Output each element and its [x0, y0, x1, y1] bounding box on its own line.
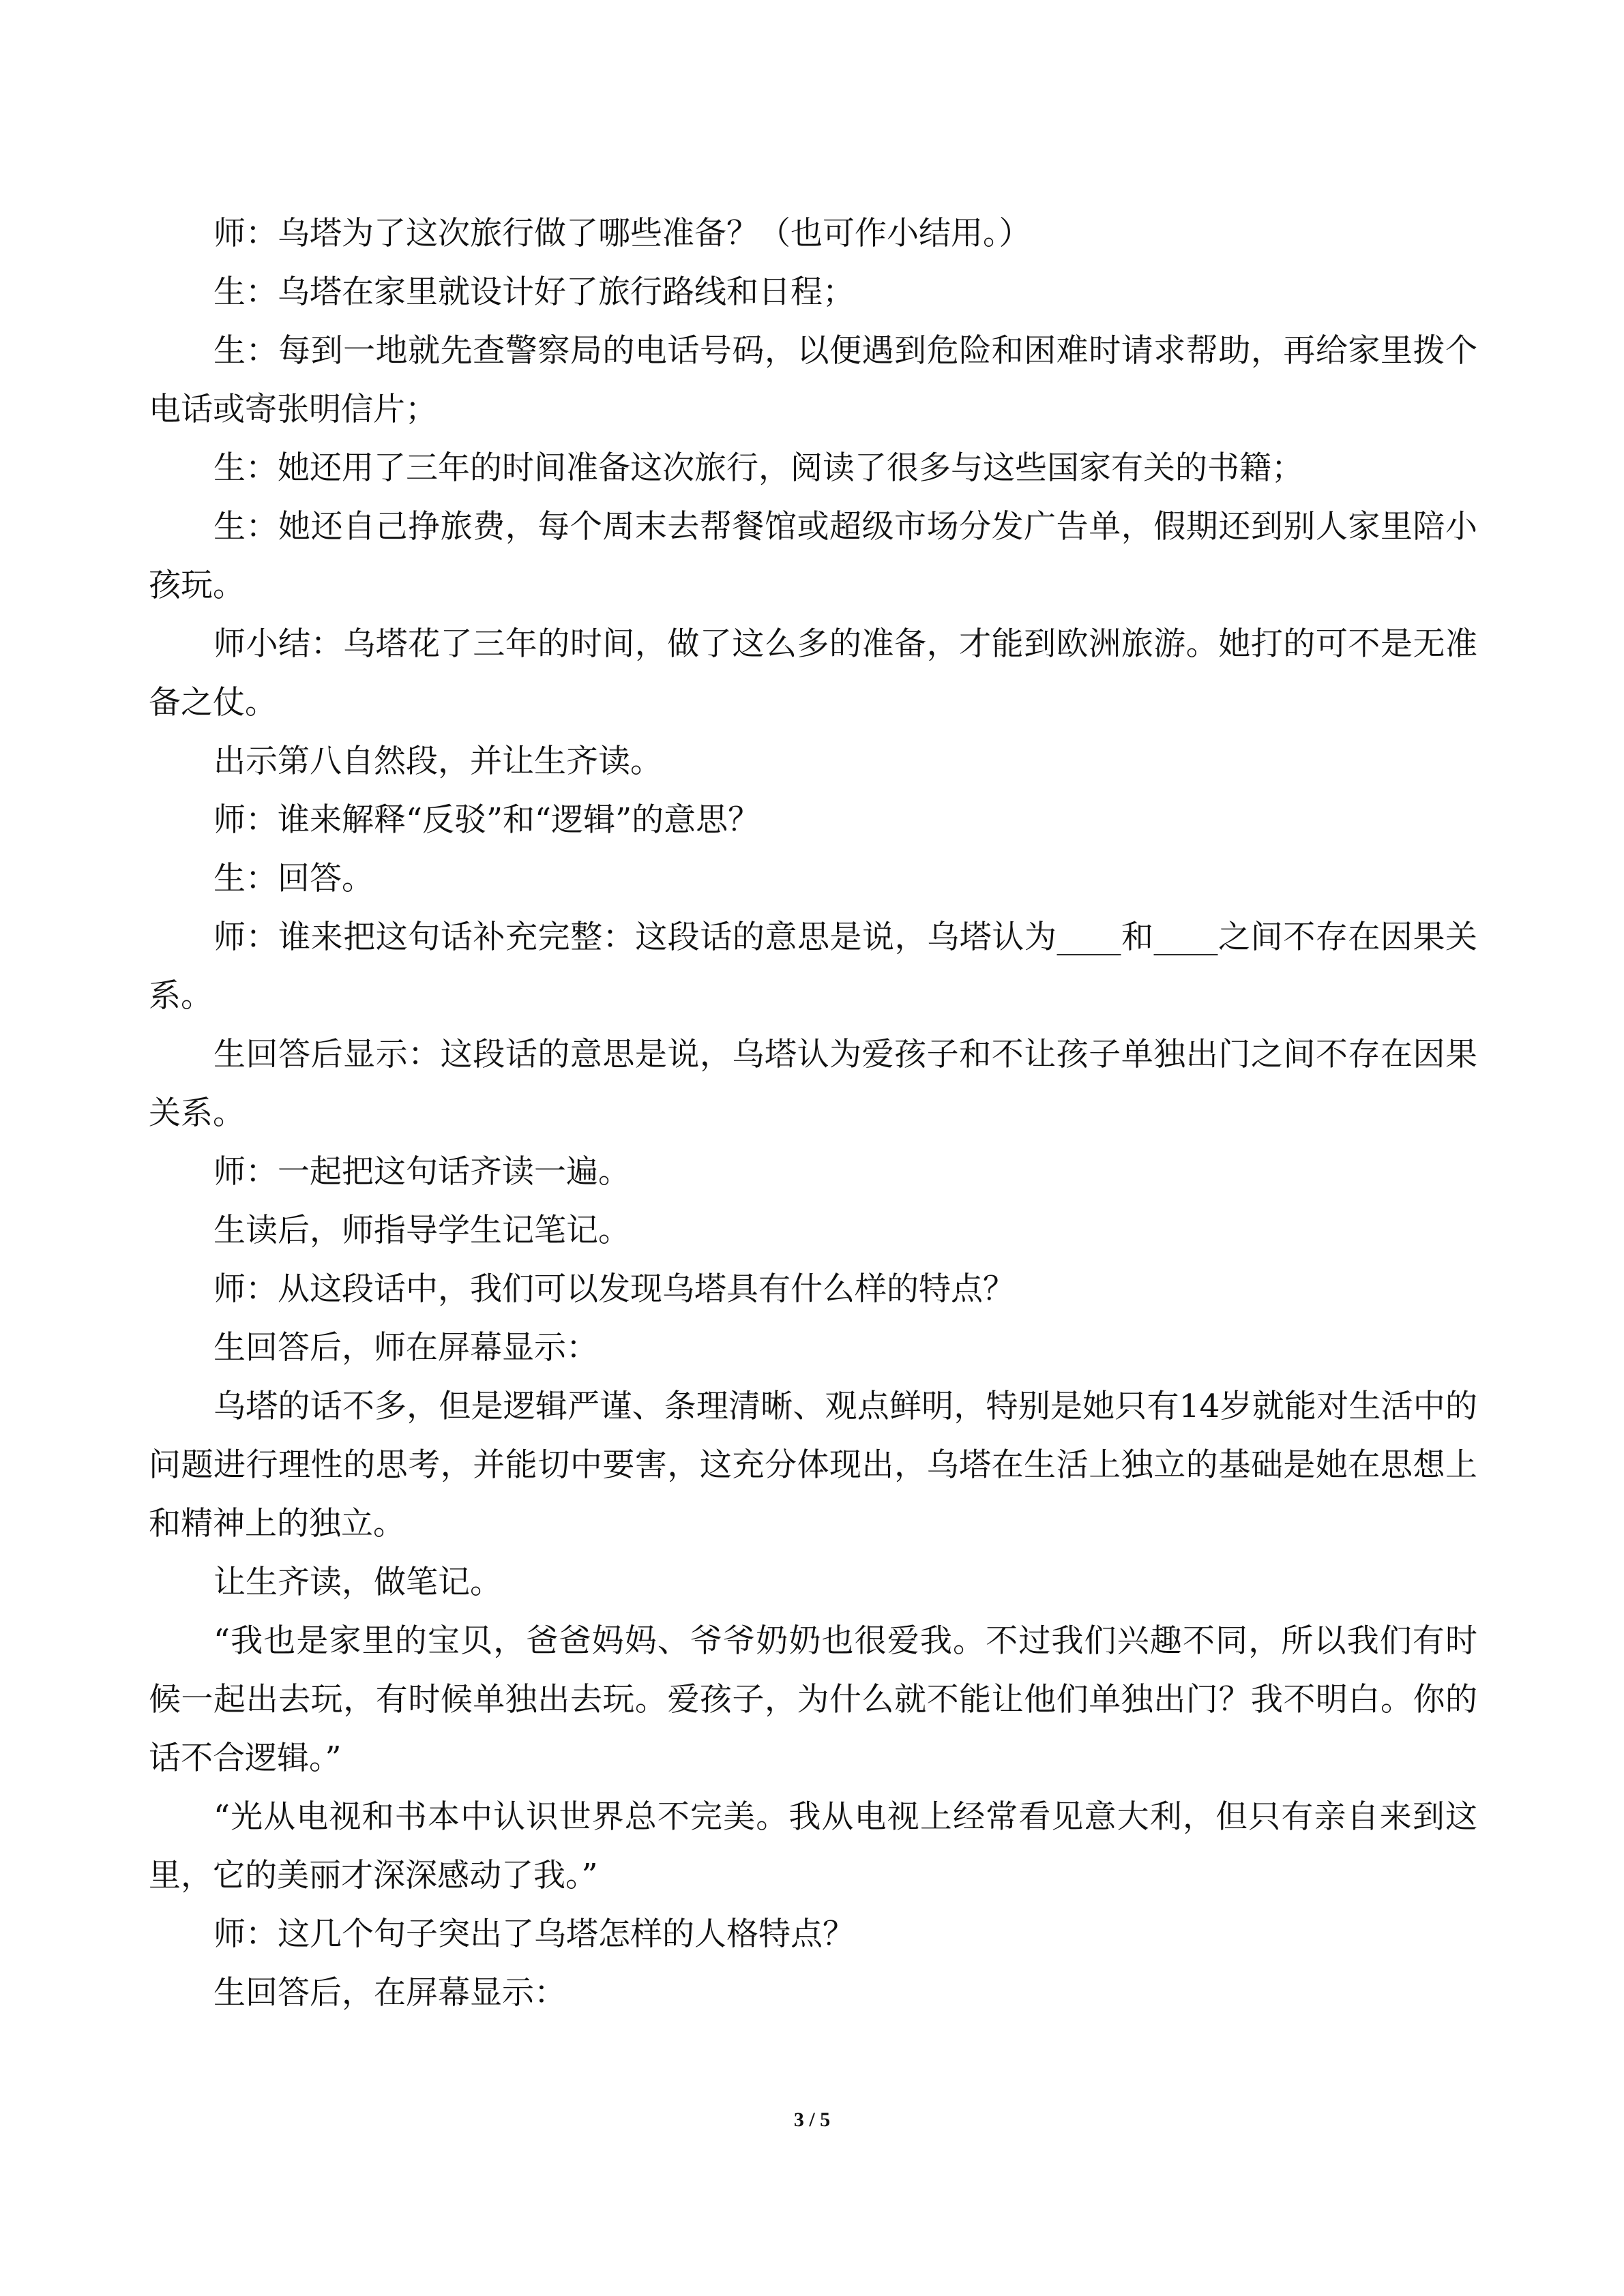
paragraph: 生：每到一地就先查警察局的电话号码，以便遇到危险和困难时请求帮助，再给家里拨个电话或寄张明信片；	[149, 332, 1477, 428]
paragraph: 让生齐读，做笔记。	[213, 1564, 502, 1601]
paragraph: 生读后，师指导学生记笔记。	[213, 1212, 630, 1249]
paragraph: 生回答后显示：这段话的意思是说，乌塔认为爱孩子和不让孩子单独出门之间不存在因果关系。	[149, 1036, 1477, 1132]
paragraph: 出示第八自然段，并让生齐读。	[213, 743, 662, 780]
paragraph: 师小结：乌塔花了三年的时间，做了这么多的准备，才能到欧洲旅游。她打的可不是无准备之仗。	[149, 625, 1477, 721]
paragraph: 师：从这段话中，我们可以发现乌塔具有什么样的特点？	[213, 1270, 1015, 1308]
quote-paragraph: “我也是家里的宝贝，爸爸妈妈、爷爷奶奶也很爱我。不过我们兴趣不同，所以我们有时候一起出去玩，有时候单独出去玩。爱孩子，为什么就不能让他们单独出门？我不明白。你的话不合逻辑。”	[149, 1622, 1477, 1777]
paragraph: 生：她还自己挣旅费，每个周末去帮餐馆或超级市场分发广告单，假期还到别人家里陪小孩玩。	[149, 508, 1477, 604]
paragraph: 师：谁来把这句话补充完整：这段话的意思是说，乌塔认为____和____之间不存在因果关系。	[149, 919, 1477, 1015]
paragraph: 师：乌塔为了这次旅行做了哪些准备？（也可作小结用。）	[213, 215, 1031, 252]
paragraph: 生回答后，师在屏幕显示：	[213, 1329, 598, 1367]
paragraph: 师：谁来解释“反驳”和“逻辑”的意思？	[213, 801, 761, 839]
paragraph: 乌塔的话不多，但是逻辑严谨、条理清晰、观点鲜明，特别是她只有14岁就能对生活中的问题进行理性的思考，并能切中要害，这充分体现出，乌塔在生活上独立的基础是她在思想上和精神上的独立。	[149, 1388, 1477, 1542]
page-number: 3 / 5	[793, 2108, 831, 2131]
quote-paragraph: “光从电视和书本中认识世界总不完美。我从电视上经常看见意大利，但只有亲自来到这里，它的美丽才深深感动了我。”	[149, 1798, 1477, 1894]
paragraph: 生：她还用了三年的时间准备这次旅行，阅读了很多与这些国家有关的书籍；	[213, 449, 1303, 487]
document-body	[149, 205, 1477, 2023]
paragraph: 师：这几个句子突出了乌塔怎样的人格特点？	[213, 1915, 855, 1953]
paragraph: 生：乌塔在家里就设计好了旅行路线和日程；	[213, 273, 855, 311]
paragraph: 师：一起把这句话齐读一遍。	[213, 1153, 630, 1191]
paragraph: 生回答后，在屏幕显示：	[213, 1974, 566, 2012]
paragraph: 生：回答。	[213, 860, 374, 897]
